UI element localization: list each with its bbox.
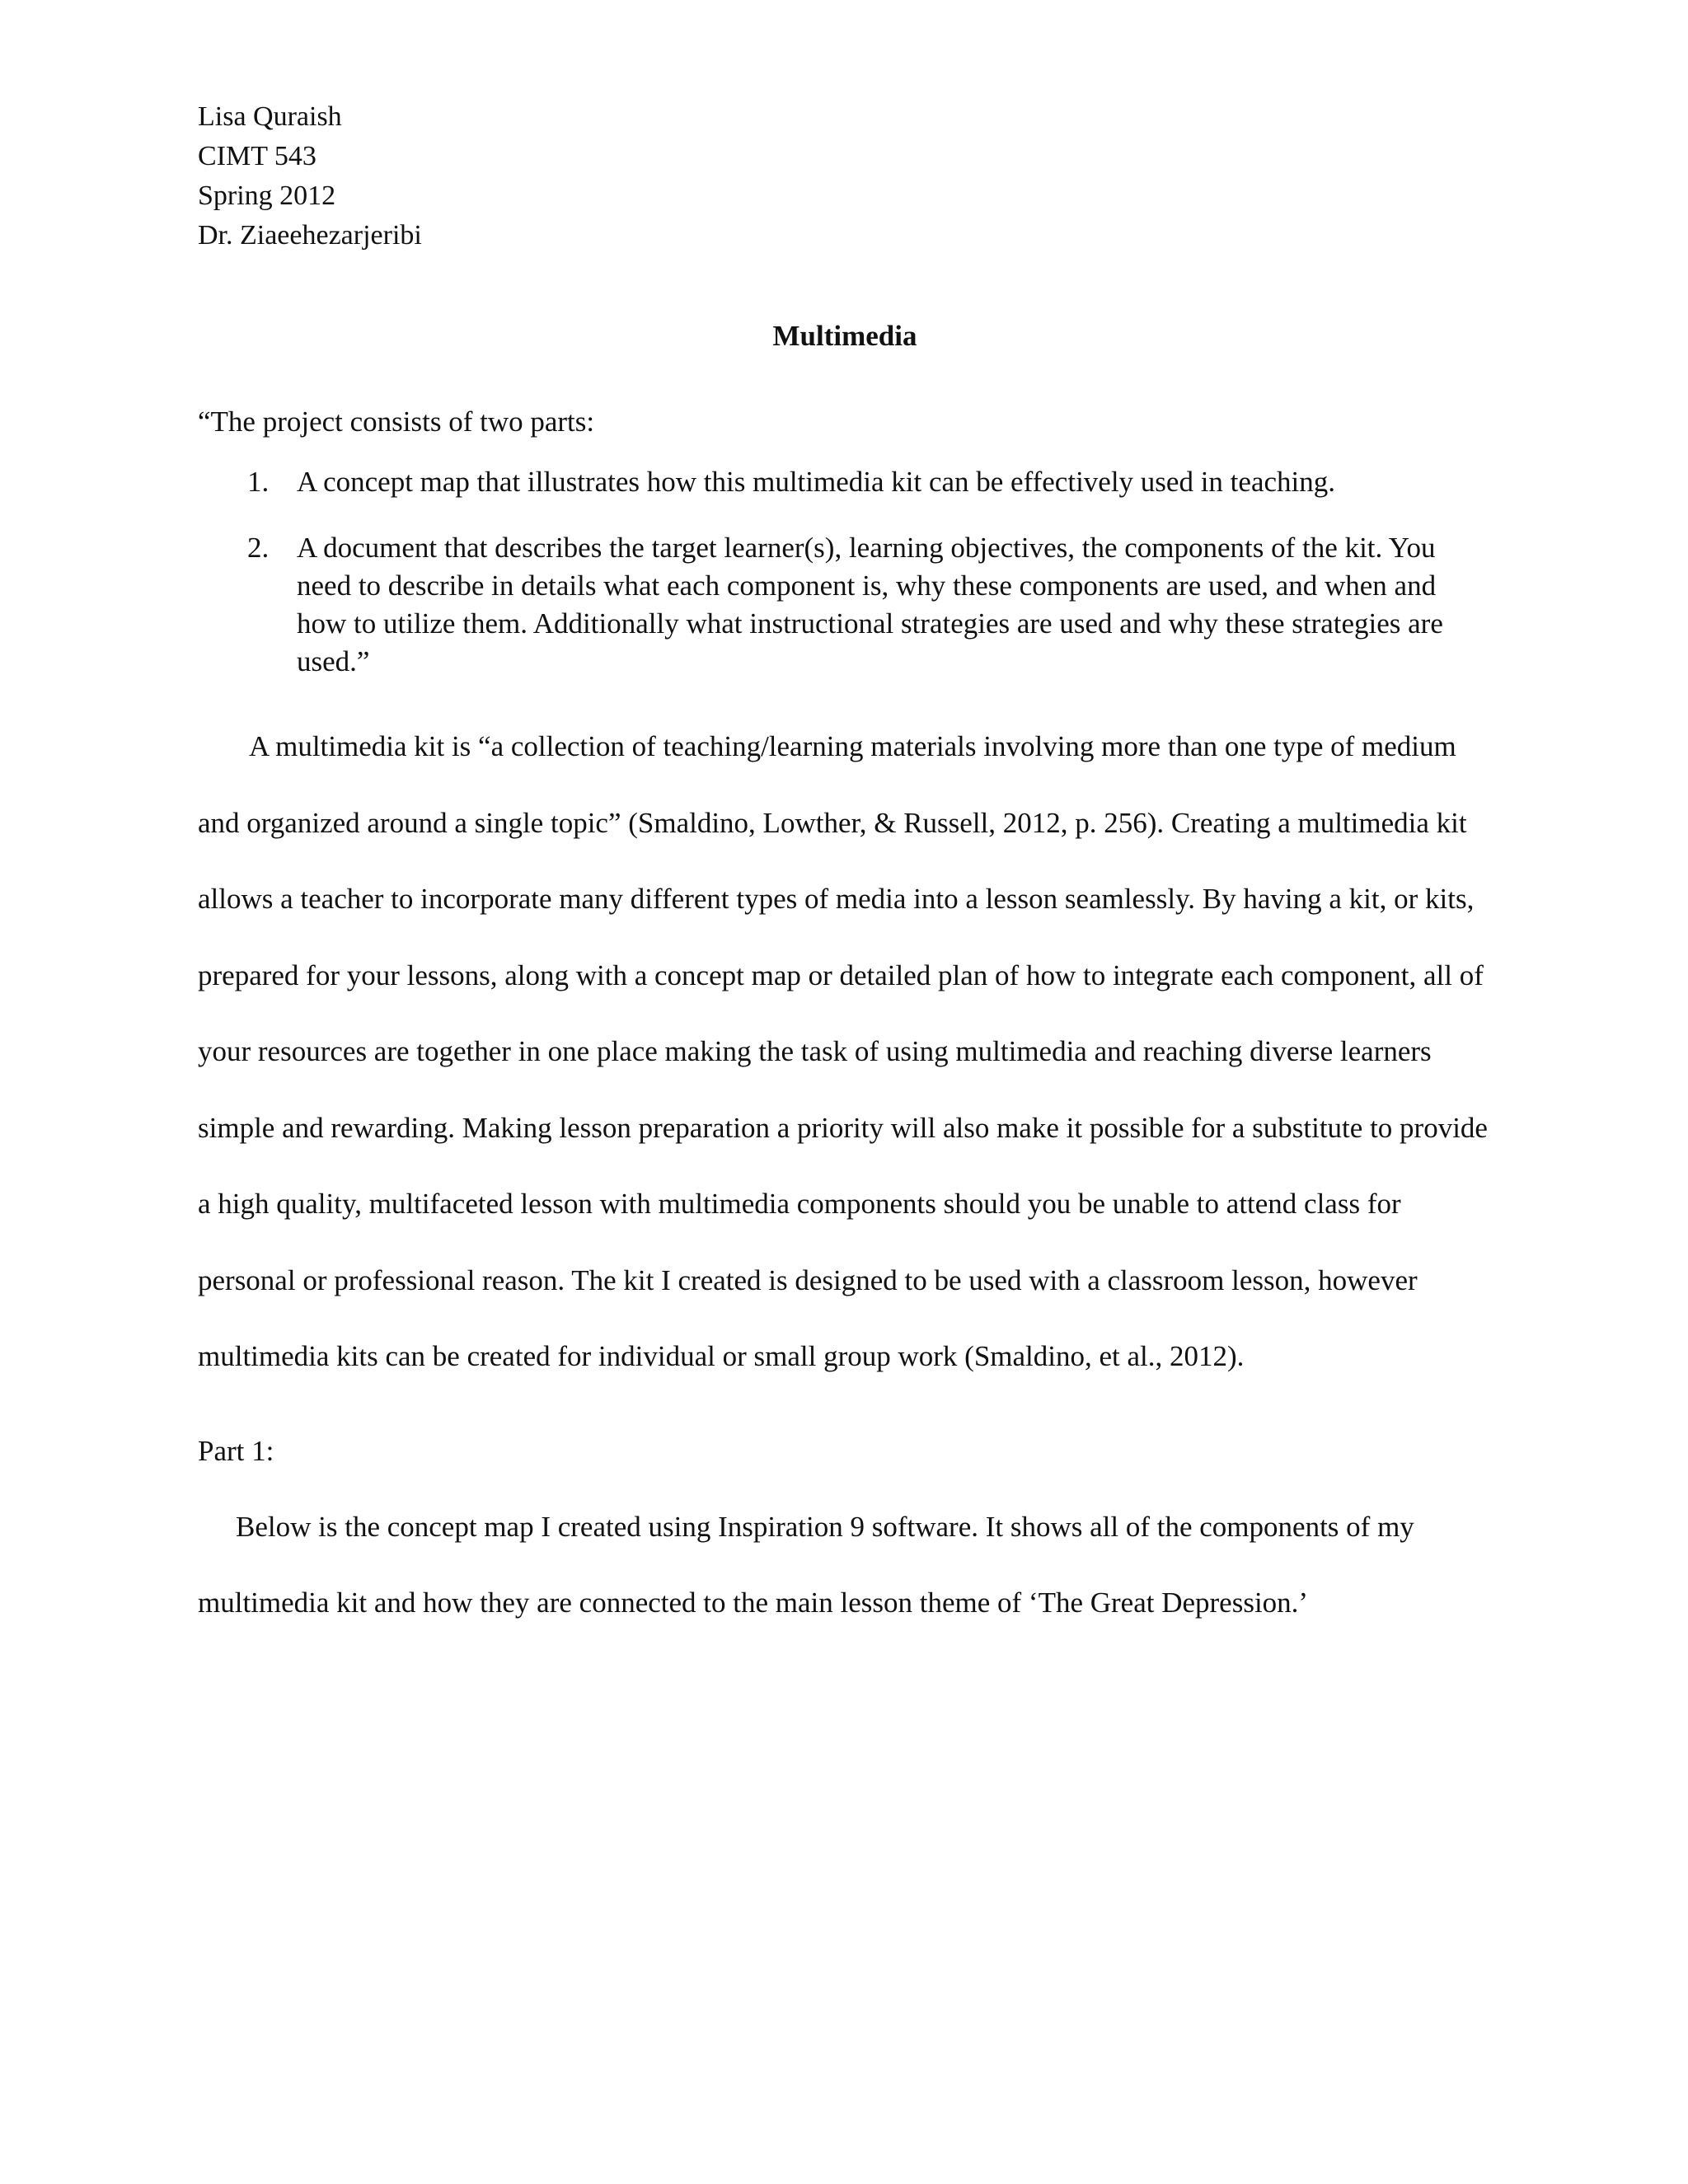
list-item <box>198 529 1492 681</box>
list-item-number: 2. <box>247 532 270 564</box>
term: Spring 2012 <box>198 180 336 211</box>
list-item <box>198 463 1492 501</box>
body-paragraph-multimedia-kit: A multimedia kit is “a collection of teaching/learning materials involving more than one type of medium and organized around a single topic” (Smaldino, Lowther, & Russell, 2012, p. 256). Creating a multimedia kit allows a teacher to incorporate many different types of media into a lesson seamlessly. By having a kit, or kits, prepared for your lessons, along with a concept map or detailed plan of how to integrate each component, all of your resources are together in one place making the task of using multimedia and reaching diverse learners simple and rewarding. Making lesson preparation a priority will also make it possible for a substitute to provide a high quality, multifaceted lesson with multimedia components should you be unable to attend class for personal or professional reason. The kit I created is designed to be used with a classroom lesson, however multimedia kits can be created for individual or small group work (Smaldino, et al., 2012). <box>198 730 1488 1372</box>
author-name: Lisa Quraish <box>198 101 342 132</box>
intro-line: “The project consists of two parts: <box>198 405 595 438</box>
list-item-text: A concept map that illustrates how this multimedia kit can be effectively used in teaching. <box>297 466 1335 498</box>
section-heading-part-1: Part 1: <box>198 1434 274 1467</box>
list-item-text: A document that describes the target learner(s), learning objectives, the components of the kit. You need to describe in details what each component is, why these components are used, and when and how to utilize them. Additionally what instructional strategies are used and why these strategies are used.” <box>297 532 1443 677</box>
course-code: CIMT 543 <box>198 141 316 171</box>
list-item-number: 1. <box>247 466 270 498</box>
instructor-name: Dr. Ziaeehezarjeribi <box>198 220 422 251</box>
body-paragraph-concept-map: Below is the concept map I created using Inspiration 9 software. It shows all of the components of my multimedia kit and how they are connected to the main lesson theme of ‘The Great Depression.’ <box>198 1510 1414 1619</box>
document-page <box>198 97 1492 1642</box>
document-header <box>198 97 1492 255</box>
document-title: Multimedia <box>772 320 917 352</box>
project-parts-list <box>198 463 1492 681</box>
